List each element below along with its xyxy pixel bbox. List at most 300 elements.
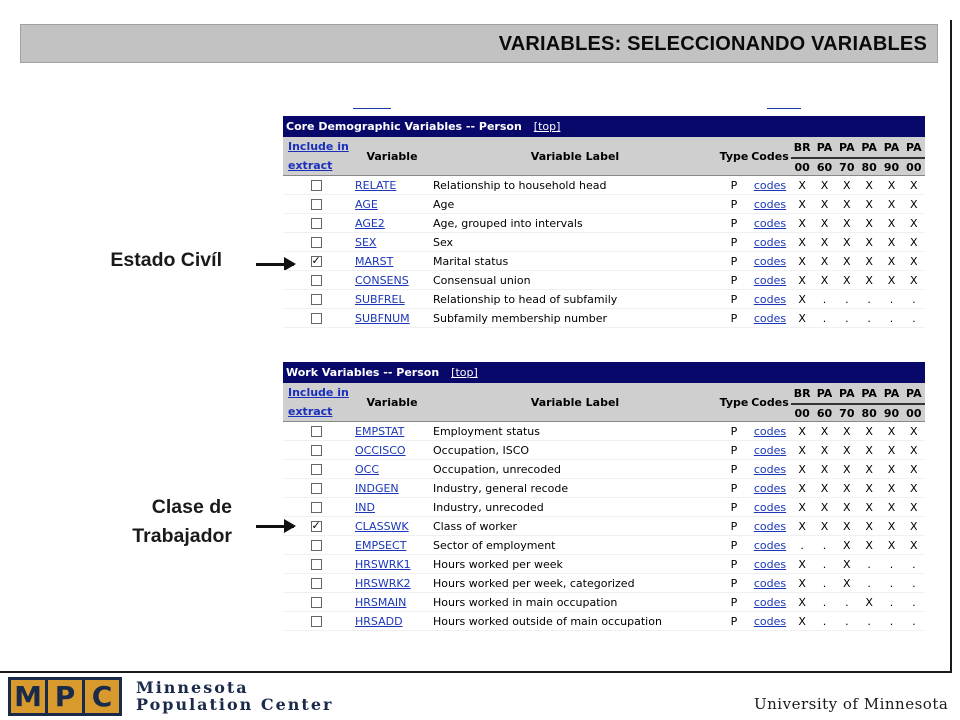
include-cell bbox=[283, 464, 353, 475]
variable-link[interactable]: CLASSWK bbox=[355, 519, 409, 533]
variable-link[interactable]: RELATE bbox=[355, 178, 397, 192]
include-checkbox[interactable] bbox=[311, 275, 322, 286]
codes-link[interactable]: codes bbox=[753, 235, 787, 249]
sample-mark: X bbox=[820, 178, 829, 192]
variable-label: Industry, unrecoded bbox=[433, 500, 544, 514]
sample-mark: X bbox=[887, 197, 896, 211]
codes-link[interactable]: codes bbox=[753, 614, 787, 628]
sample-grid bbox=[791, 233, 925, 252]
sample-country: PA bbox=[813, 139, 835, 159]
variable-type: P bbox=[730, 424, 738, 438]
sample-mark: X bbox=[798, 462, 806, 476]
sample-grid bbox=[791, 555, 925, 574]
sample-mark: X bbox=[820, 254, 829, 268]
sample-mark: X bbox=[865, 500, 873, 514]
sample-grid bbox=[791, 290, 925, 309]
sample-grid bbox=[791, 460, 925, 479]
codes-link[interactable]: codes bbox=[753, 462, 787, 476]
sample-grid bbox=[791, 139, 925, 177]
variable-label: Hours worked in main occupation bbox=[433, 595, 618, 609]
sample-mark: . bbox=[822, 557, 827, 571]
include-header-line1[interactable]: Include in bbox=[288, 386, 349, 399]
mpc-logo bbox=[8, 677, 119, 716]
sample-mark: X bbox=[820, 443, 829, 457]
variable-label: Consensual union bbox=[433, 273, 531, 287]
work-variables-table bbox=[283, 362, 925, 631]
variable-type: P bbox=[730, 519, 738, 533]
sample-mark: X bbox=[910, 424, 918, 438]
include-cell bbox=[283, 294, 353, 305]
codes-link[interactable]: codes bbox=[753, 443, 787, 457]
codes-link[interactable]: codes bbox=[753, 481, 787, 495]
sample-grid bbox=[791, 498, 925, 517]
variable-link[interactable]: SEX bbox=[355, 235, 377, 249]
table-row bbox=[283, 517, 925, 536]
sample-mark: X bbox=[865, 481, 873, 495]
sample-mark: X bbox=[887, 273, 896, 287]
sample-mark: X bbox=[910, 254, 918, 268]
variable-link[interactable]: HRSMAIN bbox=[355, 595, 407, 609]
include-checkbox[interactable] bbox=[311, 256, 322, 267]
sample-country: PA bbox=[836, 139, 858, 159]
sample-grid bbox=[791, 593, 925, 612]
sample-year: 80 bbox=[861, 407, 877, 420]
sample-year: 60 bbox=[816, 161, 833, 174]
sample-mark: X bbox=[865, 538, 873, 552]
codes-link[interactable]: codes bbox=[753, 538, 787, 552]
sample-mark: . bbox=[822, 311, 827, 325]
sample-mark: . bbox=[889, 557, 894, 571]
sample-availability bbox=[791, 233, 925, 252]
sample-mark: X bbox=[798, 311, 806, 325]
sample-mark: X bbox=[843, 576, 851, 590]
callout-clase-de-trabajador bbox=[60, 493, 232, 551]
include-checkbox[interactable] bbox=[311, 294, 322, 305]
sample-availability bbox=[791, 252, 925, 271]
variable-link[interactable]: OCC bbox=[355, 462, 380, 476]
sample-mark: X bbox=[820, 519, 829, 533]
sample-mark: X bbox=[843, 462, 851, 476]
sample-availability bbox=[791, 176, 925, 195]
sample-mark: X bbox=[798, 557, 806, 571]
variable-type: P bbox=[730, 311, 738, 325]
sample-mark: X bbox=[843, 557, 851, 571]
type-header: Type bbox=[719, 150, 749, 163]
include-header-line2[interactable]: extract bbox=[288, 405, 333, 418]
codes-link[interactable]: codes bbox=[753, 557, 787, 571]
column-header-row bbox=[283, 137, 925, 176]
title-bar bbox=[20, 24, 938, 63]
sample-mark: X bbox=[910, 481, 918, 495]
samples-header bbox=[791, 383, 925, 421]
variable-label: Hours worked per week bbox=[433, 557, 563, 571]
variable-header: Variable bbox=[366, 150, 418, 163]
university-name: University of Minnesota bbox=[754, 695, 949, 713]
include-checkbox[interactable] bbox=[311, 483, 322, 494]
sample-mark: X bbox=[887, 481, 896, 495]
include-cell bbox=[283, 218, 353, 229]
sample-availability bbox=[791, 593, 925, 612]
include-cell bbox=[283, 180, 353, 191]
sample-mark: X bbox=[798, 595, 806, 609]
variable-type: P bbox=[730, 292, 738, 306]
sample-mark: X bbox=[820, 481, 829, 495]
variable-label: Sector of employment bbox=[433, 538, 556, 552]
sample-country: PA bbox=[858, 385, 880, 405]
sample-grid bbox=[791, 574, 925, 593]
variable-label: Age, grouped into intervals bbox=[433, 216, 583, 230]
sample-mark: X bbox=[865, 462, 873, 476]
sample-mark: . bbox=[800, 538, 804, 552]
top-link[interactable]: [top] bbox=[533, 120, 561, 133]
include-header-line1[interactable]: Include in bbox=[288, 140, 349, 153]
include-header[interactable] bbox=[283, 383, 353, 421]
table-row bbox=[283, 214, 925, 233]
variable-link[interactable]: HRSWRK1 bbox=[355, 557, 411, 571]
codes-link[interactable]: codes bbox=[753, 500, 787, 514]
include-checkbox[interactable] bbox=[311, 180, 322, 191]
sample-country: BR bbox=[791, 139, 813, 159]
variable-label: Sex bbox=[433, 235, 454, 249]
codes-link[interactable]: codes bbox=[753, 311, 787, 325]
sample-mark: X bbox=[820, 500, 829, 514]
include-checkbox[interactable] bbox=[311, 445, 322, 456]
sample-mark: X bbox=[910, 178, 918, 192]
include-cell bbox=[283, 426, 353, 437]
sample-mark: . bbox=[889, 292, 894, 306]
variable-label: Relationship to head of subfamily bbox=[433, 292, 618, 306]
sample-grid bbox=[791, 195, 925, 214]
table-row bbox=[283, 536, 925, 555]
sample-availability bbox=[791, 498, 925, 517]
sample-mark: X bbox=[865, 443, 873, 457]
table-row bbox=[283, 422, 925, 441]
sample-mark: X bbox=[798, 424, 806, 438]
include-checkbox[interactable] bbox=[311, 464, 322, 475]
include-checkbox[interactable] bbox=[311, 313, 322, 324]
sample-mark: X bbox=[865, 273, 873, 287]
sample-mark: X bbox=[798, 216, 806, 230]
variable-label: Occupation, ISCO bbox=[433, 443, 530, 457]
include-cell bbox=[283, 313, 353, 324]
table-row bbox=[283, 252, 925, 271]
sample-mark: . bbox=[845, 311, 849, 325]
table-row bbox=[283, 309, 925, 328]
callout-estado-civil: Estado Civíl bbox=[110, 249, 222, 271]
table-header bbox=[283, 116, 925, 137]
sample-mark: X bbox=[843, 500, 851, 514]
variable-label: Employment status bbox=[433, 424, 541, 438]
table-row bbox=[283, 555, 925, 574]
sample-year: 90 bbox=[883, 161, 900, 174]
variable-link[interactable]: SUBFREL bbox=[355, 292, 405, 306]
variable-type: P bbox=[730, 576, 738, 590]
column-header-row bbox=[283, 383, 925, 422]
include-checkbox[interactable] bbox=[311, 597, 322, 608]
variable-type: P bbox=[730, 614, 738, 628]
variable-type: P bbox=[730, 500, 738, 514]
sample-mark: X bbox=[910, 197, 918, 211]
table-rows bbox=[283, 176, 925, 328]
include-checkbox[interactable] bbox=[311, 218, 322, 229]
variable-link[interactable]: EMPSTAT bbox=[355, 424, 405, 438]
sample-grid bbox=[791, 176, 925, 195]
table-title: Core Demographic Variables -- Person bbox=[286, 120, 522, 133]
variable-link[interactable]: HRSADD bbox=[355, 614, 403, 628]
sample-grid bbox=[791, 252, 925, 271]
variable-type: P bbox=[730, 178, 738, 192]
codes-link[interactable]: codes bbox=[753, 178, 787, 192]
sample-mark: . bbox=[822, 614, 827, 628]
include-checkbox[interactable] bbox=[311, 616, 322, 627]
sample-mark: . bbox=[889, 614, 894, 628]
codes-link[interactable]: codes bbox=[753, 273, 787, 287]
sample-mark: X bbox=[798, 481, 806, 495]
sample-mark: X bbox=[910, 519, 918, 533]
include-checkbox[interactable] bbox=[311, 578, 322, 589]
sample-year: 00 bbox=[906, 407, 922, 420]
sample-availability bbox=[791, 441, 925, 460]
sample-mark: X bbox=[865, 216, 873, 230]
codes-link[interactable]: codes bbox=[753, 216, 787, 230]
sample-mark: X bbox=[887, 500, 896, 514]
sample-mark: X bbox=[798, 614, 806, 628]
sample-availability bbox=[791, 479, 925, 498]
sample-mark: . bbox=[912, 614, 916, 628]
sample-availability bbox=[791, 290, 925, 309]
include-checkbox[interactable] bbox=[311, 521, 322, 532]
sample-mark: X bbox=[843, 538, 851, 552]
sample-mark: . bbox=[889, 576, 894, 590]
callout-line1: Clase de bbox=[151, 496, 232, 518]
include-cell bbox=[283, 616, 353, 627]
sample-mark: X bbox=[865, 424, 873, 438]
variable-type: P bbox=[730, 538, 738, 552]
slide-title: VARIABLES: SELECCIONANDO VARIABLES bbox=[498, 33, 927, 55]
sample-mark: . bbox=[867, 614, 871, 628]
sample-mark: X bbox=[865, 197, 873, 211]
sample-mark: X bbox=[910, 273, 918, 287]
include-cell bbox=[283, 540, 353, 551]
sample-mark: X bbox=[865, 254, 873, 268]
sample-mark: X bbox=[865, 595, 873, 609]
sample-mark: X bbox=[843, 254, 851, 268]
variable-type: P bbox=[730, 557, 738, 571]
sample-grid bbox=[791, 441, 925, 460]
include-cell bbox=[283, 559, 353, 570]
variable-type: P bbox=[730, 216, 738, 230]
codes-link[interactable]: codes bbox=[753, 254, 787, 268]
variable-label: Class of worker bbox=[433, 519, 518, 533]
sample-mark: X bbox=[910, 216, 918, 230]
sample-mark: . bbox=[822, 292, 827, 306]
sample-mark: X bbox=[887, 443, 896, 457]
include-cell bbox=[283, 597, 353, 608]
include-header[interactable] bbox=[283, 137, 353, 175]
include-checkbox[interactable] bbox=[311, 426, 322, 437]
table-header bbox=[283, 362, 925, 383]
top-link[interactable]: [top] bbox=[451, 366, 478, 379]
table-row bbox=[283, 593, 925, 612]
variable-type: P bbox=[730, 462, 738, 476]
sample-mark: . bbox=[845, 595, 849, 609]
include-checkbox[interactable] bbox=[311, 502, 322, 513]
top-link-underlines bbox=[283, 108, 925, 110]
include-cell bbox=[283, 521, 353, 532]
sample-mark: X bbox=[843, 519, 851, 533]
sample-mark: X bbox=[820, 462, 829, 476]
sample-mark: X bbox=[910, 538, 918, 552]
codes-link[interactable]: codes bbox=[753, 519, 787, 533]
sample-mark: X bbox=[843, 273, 851, 287]
mpc-name-line2: Population Center bbox=[136, 695, 334, 714]
sample-mark: X bbox=[843, 235, 851, 249]
variable-link[interactable]: AGE2 bbox=[355, 216, 385, 230]
sample-mark: X bbox=[798, 197, 806, 211]
variable-link[interactable]: EMPSECT bbox=[355, 538, 407, 552]
variable-label-header: Variable Label bbox=[530, 396, 620, 409]
codes-link[interactable]: codes bbox=[753, 424, 787, 438]
codes-header: Codes bbox=[751, 396, 789, 409]
table-row bbox=[283, 574, 925, 593]
variable-link[interactable]: SUBFNUM bbox=[355, 311, 410, 325]
variable-type: P bbox=[730, 197, 738, 211]
sample-mark: X bbox=[910, 500, 918, 514]
sample-grid bbox=[791, 612, 925, 631]
variable-label: Marital status bbox=[433, 254, 509, 268]
sample-mark: . bbox=[867, 557, 871, 571]
sample-mark: X bbox=[887, 462, 896, 476]
sample-mark: X bbox=[887, 538, 896, 552]
table-row bbox=[283, 233, 925, 252]
sample-mark: X bbox=[887, 235, 896, 249]
mpc-name bbox=[136, 679, 333, 713]
sample-availability bbox=[791, 612, 925, 631]
slide-frame-right bbox=[950, 20, 952, 672]
variable-link[interactable]: OCCISCO bbox=[355, 443, 406, 457]
mpc-letter-c: C bbox=[82, 677, 122, 716]
variable-link[interactable]: AGE bbox=[355, 197, 378, 211]
sample-mark: X bbox=[865, 178, 873, 192]
sample-mark: X bbox=[843, 197, 851, 211]
variable-link[interactable]: CONSENS bbox=[355, 273, 409, 287]
sample-mark: . bbox=[912, 311, 916, 325]
sample-country: PA bbox=[858, 139, 880, 159]
sample-mark: X bbox=[798, 500, 806, 514]
table-title: Work Variables -- Person bbox=[286, 366, 440, 379]
sample-mark: X bbox=[887, 424, 896, 438]
variable-type: P bbox=[730, 235, 738, 249]
include-cell bbox=[283, 483, 353, 494]
variable-type: P bbox=[730, 595, 738, 609]
sample-mark: X bbox=[865, 235, 873, 249]
sample-mark: . bbox=[867, 311, 871, 325]
callout-line2: Trabajador bbox=[132, 525, 232, 547]
sample-mark: X bbox=[820, 197, 829, 211]
variable-label: Hours worked per week, categorized bbox=[433, 576, 635, 590]
table-row bbox=[283, 290, 925, 309]
variable-label: Industry, general recode bbox=[433, 481, 569, 495]
variable-link[interactable]: HRSWRK2 bbox=[355, 576, 411, 590]
sample-mark: X bbox=[843, 178, 851, 192]
slide-frame-bottom bbox=[0, 671, 952, 673]
sample-grid bbox=[791, 385, 925, 423]
sample-country: PA bbox=[813, 385, 835, 405]
sample-year: 70 bbox=[839, 407, 855, 420]
codes-link[interactable]: codes bbox=[753, 292, 787, 306]
codes-link[interactable]: codes bbox=[753, 197, 787, 211]
sample-mark: . bbox=[845, 614, 849, 628]
include-cell bbox=[283, 502, 353, 513]
sample-mark: X bbox=[798, 576, 806, 590]
sample-availability bbox=[791, 271, 925, 290]
sample-year: 60 bbox=[816, 407, 833, 420]
sample-mark: X bbox=[820, 235, 829, 249]
variable-label-header: Variable Label bbox=[530, 150, 620, 163]
table-row bbox=[283, 271, 925, 290]
sample-mark: . bbox=[912, 595, 916, 609]
table-row bbox=[283, 195, 925, 214]
sample-mark: X bbox=[798, 443, 806, 457]
sample-year: 80 bbox=[861, 161, 877, 174]
include-checkbox[interactable] bbox=[311, 559, 322, 570]
codes-link[interactable]: codes bbox=[753, 576, 787, 590]
table-rows bbox=[283, 422, 925, 631]
sample-mark: X bbox=[887, 216, 896, 230]
sample-country: PA bbox=[836, 385, 858, 405]
variable-link[interactable]: MARST bbox=[355, 254, 394, 268]
footer bbox=[8, 677, 952, 717]
sample-mark: X bbox=[820, 273, 829, 287]
sample-country: PA bbox=[880, 139, 902, 159]
variable-link[interactable]: INDGEN bbox=[355, 481, 399, 495]
samples-header bbox=[791, 137, 925, 175]
variable-type: P bbox=[730, 254, 738, 268]
include-checkbox[interactable] bbox=[311, 237, 322, 248]
include-cell bbox=[283, 578, 353, 589]
sample-availability bbox=[791, 422, 925, 441]
variable-type: P bbox=[730, 443, 738, 457]
sample-mark: . bbox=[822, 576, 827, 590]
type-header: Type bbox=[719, 396, 749, 409]
variable-label: Relationship to household head bbox=[433, 178, 607, 192]
sample-mark: . bbox=[867, 292, 871, 306]
sample-mark: . bbox=[822, 538, 827, 552]
variable-label: Age bbox=[433, 197, 455, 211]
include-checkbox[interactable] bbox=[311, 199, 322, 210]
sample-mark: X bbox=[798, 292, 806, 306]
sample-mark: X bbox=[910, 443, 918, 457]
table-row bbox=[283, 460, 925, 479]
sample-mark: X bbox=[843, 443, 851, 457]
sample-year: 00 bbox=[906, 161, 922, 174]
include-header-line2[interactable]: extract bbox=[288, 159, 333, 172]
codes-link[interactable]: codes bbox=[753, 595, 787, 609]
sample-availability bbox=[791, 574, 925, 593]
sample-mark: X bbox=[798, 273, 806, 287]
sample-mark: X bbox=[887, 178, 896, 192]
sample-year: 00 bbox=[794, 407, 810, 420]
variable-link[interactable]: IND bbox=[355, 500, 375, 514]
sample-country: PA bbox=[880, 385, 902, 405]
sample-availability bbox=[791, 214, 925, 233]
sample-grid bbox=[791, 422, 925, 441]
include-checkbox[interactable] bbox=[311, 540, 322, 551]
table-row bbox=[283, 176, 925, 195]
sample-mark: . bbox=[845, 292, 849, 306]
sample-year: 90 bbox=[883, 407, 900, 420]
sample-grid bbox=[791, 271, 925, 290]
